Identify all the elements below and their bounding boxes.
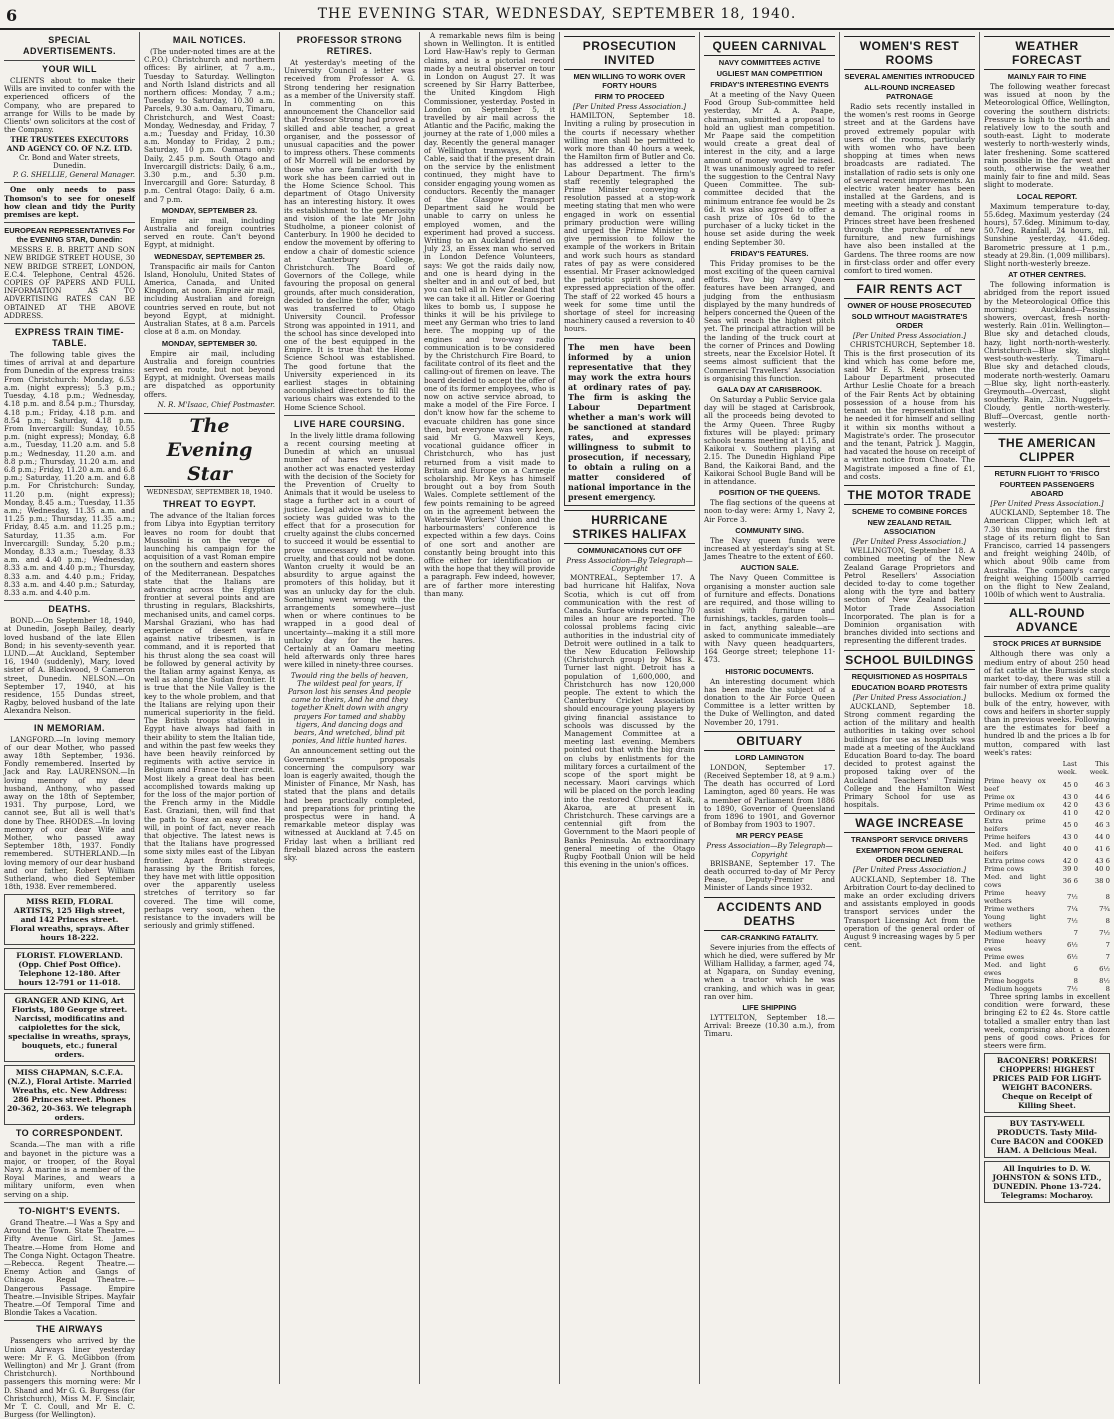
price-value-cell: 7¼	[1066, 905, 1078, 913]
press-credit: [Per United Press Association.]	[852, 331, 967, 341]
queen-body: At a meeting of the Navy Queen Food Group Sub-committee held yesterday, Mr A. A. Paape, chairman, submitted a proposal to hold an ugliest man competition. Mr Paape said the competition would create a great deal of interest in the city, and a large amount of money would be raised. It was unanimously agreed to refer the suggestion to the Central Navy Queen Committee. The sub-committee decided that the minimum entrance fee would be 2s 6d. It was also agreed to offer a cash prize of 10s 6d to the purchaser of a lucky ticket in the house set aside during the week ending September 30.	[704, 90, 835, 247]
strong-heading: PROFESSOR STRONG RETIRES.	[296, 35, 403, 56]
tonight-heading: TO-NIGHT'S EVENTS.	[18, 1205, 121, 1216]
airways-heading: THE AIRWAYS	[36, 1324, 103, 1335]
obituary-headline: OBITUARY	[704, 731, 835, 751]
historic-body: An interesting document which has been made the subject of a donation to the Air Force Queen Committee is a letter written by the Duke of Wellington, and dated November 20, 1791.	[704, 676, 835, 727]
hurricane-body: MONTREAL, September 17. A bad hurricane hit Halifax, Nova Scotia, which is cut off from communication with the rest of Canada. Surface winds reaching 70 miles an hour are reported. The colossal problems facing civic authorities in the industrial city of Detroit were outlined in a talk to the New Education Fellowship (Christchurch group) by Miss K. Turner last night. Detroit has a population of 1,600,000, and Christchurch has now 120,000 people. The extent to which the Canterbury Cricket Association should encourage young players by giving financial assistance to schools was discussed by the Management Committee at a meeting last evening. Members pointed out that with the big drain on clubs by enlistments for the military forces a curtailment of the scope of the sport might be necessary. Maori carvings which will be placed on the porch leading into the restored Church at Kaik, Akaroa, are at present in Christchurch. These carvings are a centennial gift from the Government to the Maori people of Banks Peninsula. An extraordinary general meeting of the Otago Rugby Football Union will be held this evening in the union's offices.	[564, 573, 695, 870]
price-label-cell: Prime heavy wethers	[984, 889, 1046, 905]
price-value-cell: 7	[1105, 953, 1110, 961]
prosecution-subhead: MEN WILLING TO WORK OVER FORTY HOURS	[573, 72, 686, 90]
divider	[4, 323, 135, 324]
union-note-text: The men have been informed by a union representative that they may work the extra hours at ordinary rates of pay. The firm is asking the Labour Department whether a man's work will be sanctioned at standard rates, and expresses willingness to submit to prosecution, if necessary, to obtain a ruling on a matter considered of national importance in the present emergency.	[568, 341, 691, 502]
position-heading: POSITION OF THE QUEENS.	[718, 488, 821, 498]
deaths-body: BOND.—On September 18, 1940, at Dunedin, Joseph Bailey, dearly loved husband of the late Ellen Bond; in his seventy-seventh year. LUND.—At Auckland, September 16, 1940 (suddenly), Mary, loved sister of A. Blackwood, 9 Cameron street, Dunedin. NELSON.—On September 17, 1940, at his residence, 155 Dundas street, Ragby, beloved husband of the late Alexandra Nelson.	[4, 616, 135, 716]
divider	[4, 1202, 135, 1203]
mon23-body: Empire air mail, including Australia and foreign countries served en route. Can't beyond Egypt, at midnight.	[144, 215, 275, 250]
rest-subhead-2: ALL-ROUND INCREASED PATRONAGE	[864, 83, 955, 101]
divider	[284, 415, 415, 416]
motor-trade-headline: THE MOTOR TRADE	[844, 485, 975, 505]
table-row	[984, 929, 1110, 937]
florist-ad-flowerland: FLORIST. FLOWERLAND. (Opp. Chief Post Office). Telephone 12-180. After hours 12-791 or 11-018.	[4, 948, 135, 990]
price-value-cell: 43 6	[1094, 801, 1110, 809]
fair-body: CHRISTCHURCH, September 18. This is the first prosecution of its kind which has come before me, said Mr E. S. Reid, when the Labour Department prosecuted Arthur Leslie Choate for a breach of the Fair Rents Act by obtaining possession of a house from his tenant on the representation that he needed it for himself and selling it within six months without a Magistrate's order. The prosecutor and the tenant, Patrick J. Maggin, had vacated the house on receipt of a written notice from Choate. The Magistrate imposed a fine of £1, and costs.	[844, 340, 975, 481]
motor-subhead-2: NEW ZEALAND RETAIL ASSOCIATION	[867, 517, 952, 536]
shipping-body: LYTTELTON, September 18.—Arrival: Breeze (10.30 a.m.), from Timaru.	[704, 1013, 835, 1039]
motor-subhead: SCHEME TO COMBINE FORCES	[851, 506, 968, 516]
live-hare-body: In the lively little drama following a recent coursing meeting at Dunedin at which an unusual number of hares were killed another act was enacted yesterday with the decision of the Society for the Prevention of Cruelty to Animals that it would be useless to stage a further act in a court of justice. Legal advice to which the society was guided was to the effect that for a prosecution for cruelty against the clubs concerned to succeed it would be essential to prove unnecessary and wanton cruelty, and that could not be done. Wanton cruelty it would be an absurdity to argue against the promoters of this holiday, but it was an unlucky day for the club. Something went wrong with the arrangements somewhere—just when or where continues to be wrapped in a good deal of uncertainty—making it a still more unlucky day for the hares. Certainly at an Oamaru meeting held afterwards only three hares were killed in ninety-three courses.	[284, 430, 415, 670]
lamington-body: LONDON, September 17. (Received September 18, at 9 a.m.) The death has occurred of Lord Lamington, aged 80 years. He was a member of Parliament from 1886 to 1890, Governor of Queensland from 1896 to 1901, and Governor of Bombay from 1903 to 1907.	[704, 762, 835, 830]
price-value-cell: 7½	[1066, 893, 1078, 901]
price-label-cell: Prime medium ox	[984, 801, 1045, 809]
community-heading: COMMUNITY SING.	[735, 525, 804, 535]
gala-heading: GALA DAY AT CARISBROOK.	[717, 384, 822, 394]
price-value-cell: 43 0	[1062, 833, 1078, 841]
hurricane-headline: HURRICANE STRIKES HALIFAX	[564, 510, 695, 544]
queen-carnival-headline: QUEEN CARNIVAL	[704, 36, 835, 56]
table-row	[984, 865, 1110, 873]
price-value-cell: 41 6	[1094, 845, 1110, 853]
table-header-row	[984, 759, 1110, 777]
advance-headline: ALL-ROUND ADVANCE	[984, 603, 1110, 637]
fair-subhead: OWNER OF HOUSE PROSECUTED	[847, 301, 972, 311]
table-row	[984, 961, 1110, 977]
price-value-cell: 44 0	[1094, 833, 1110, 841]
johnston-ad: All Inquiries to D. W. JOHNSTON & SONS LTD., DUNEDIN. Phone 13-724. Telegrams: Mocharoy.	[984, 1161, 1110, 1203]
price-value-cell: 45 0	[1062, 781, 1078, 789]
friday-features-heading: FRIDAY'S FEATURES.	[730, 248, 809, 258]
tasty-ad: BUY TASTY-WELL PRODUCTS. Tasty Mild-Cure BACON and COOKED HAM. A Delicious Meal.	[984, 1116, 1110, 1158]
price-value-cell: 7½	[1066, 917, 1078, 925]
other-centres-heading: AT OTHER CENTRES.	[1008, 270, 1086, 280]
pease-subhead: MR PERCY PEASE	[736, 831, 803, 841]
price-label-cell: Prime cows	[984, 865, 1024, 873]
correspondent-body: Scanda.—The man with a rifle and bayonet in the picture was a major, or trooper, of the Royal Navy. A marine is a member of the Royal Marines, and wears a military uniform, even when serving on a ship.	[4, 1140, 135, 1199]
will-body: CLIENTS about to make their Wills are invited to confer with the experienced officers of the Company, who are prepared to arrange for Wills to be made by Clients' own solicitors at the cost of the Company.	[4, 76, 135, 135]
prosecution-body: HAMILTON, September 18. Inviting a ruling by prosecution in the courts if necessary whether willing men shall be permitted to work more than 40 hours a week, the Hamilton firm of Butler and Co. has addressed a letter to the Labour Department. The firm's staff recently telegraphed the Prime Minister conveying a resolution passed at a stop-work meeting stating that men who were engaged in work on essential primary production were willing and urged the Prime Minister to give permission to follow the example of the workers in Britain and work such hours as standard rates of pay as were considered essential. Mr Fraser acknowledged the patriotic spirit shown, and expressed appreciation of the offer. The staff of 22 worked 45 hours a week for some time until the shortage of steel for increasing machinery caused a reversion to 40 hours.	[564, 111, 695, 334]
mon23-heading: MONDAY, SEPTEMBER 23.	[161, 205, 258, 215]
firm-subhead: FIRM TO PROCEED	[594, 92, 665, 101]
price-label-cell: Prime ox	[984, 793, 1015, 801]
stock-price-rows	[984, 777, 1110, 993]
price-value-cell: 6½	[1066, 953, 1078, 961]
pease-body: BRISBANE, September 17. The death occurred to-day of Mr Percy Pease, Deputy-Premier and Minister of Lands since 1932.	[704, 858, 835, 893]
price-label-cell: Prime heavy ewes	[984, 937, 1046, 953]
gala-body: On Saturday a Public Service gala day will be staged at Carisbrook, all the proceeds being devoted to the Army Queen. Three Rugby fixtures will be played: primary schools teams meeting at 1.15, and Kaikorai v. Southern playing at 2.15. The Dunedin Highland Pipe Band, the Kaikorai Band, and the Kaikorai School Bugle Band will be in attendance.	[704, 394, 835, 486]
rest-subhead: SEVERAL AMENITIES INTRODUCED	[844, 72, 975, 81]
table-row	[984, 809, 1110, 817]
table-header-cell: This week.	[1089, 760, 1109, 776]
express-heading: EXPRESS TRAIN TIME-TABLE.	[14, 327, 124, 349]
mon30-body: Empire air mail, including Australia and foreign countries served en route, but not beyond Egypt, at midnight. Overseas mails are dispatched as opportunity offers.	[144, 348, 275, 399]
fair-subhead-2: SOLD WITHOUT MAGISTRATE'S ORDER	[851, 312, 968, 331]
florist-ad-chapman: MISS CHAPMAN, S.C.F.A. (N.Z.), Floral Artiste. Married Wreaths, etc. New Address: 286 Princes street. Phones 20-362, 20-363. We telegraph orders.	[4, 1065, 135, 1125]
divider	[4, 600, 135, 601]
thomson-ad: One only needs to pass Thomson's to see for oneself how clean and tidy the Purity premises are kept.	[4, 185, 135, 220]
price-value-cell: 41 0	[1062, 809, 1078, 817]
clipper-headline: THE AMERICAN CLIPPER	[984, 433, 1110, 467]
table-row	[984, 977, 1110, 985]
price-value-cell: 43 6	[1094, 857, 1110, 865]
price-value-cell: 8	[1105, 985, 1110, 993]
table-row	[984, 801, 1110, 809]
table-row	[984, 777, 1110, 793]
comms-subhead: COMMUNICATIONS CUT OFF	[577, 545, 682, 555]
divider	[4, 719, 135, 720]
express-body: The following table gives the times of arrival at and departure from Dunedin of the express trains: From Christchurch: Monday, 6.53 a.m. (night express); 5.3 p.m.; Tuesday, 4.18 p.m.; Wednesday, 4.18 p.m. and 8.54 p.m.; Thursday, 4.18 p.m.; Friday, 4.18 p.m. and 8.54 p.m.; Saturday, 4.18 p.m. From Invercargill: Sunday, 10.55 p.m. (night express); Monday, 6.8 a.m., Tuesday, 11.20 a.m. and 5.8 p.m.; Wednesday, 11.20 a.m. and 8.8 p.m.; Thursday, 11.20 a.m. and 6.8 p.m.; Friday, 11.20 a.m. and 6.8 p.m.; Saturday, 11.20 a.m. and 6.8 p.m. For Christchurch: Sunday, 11.20 p.m. (night express); Monday, 8.45 a.m.; Tuesday, 11.35 a.m.; Wednesday, 11.35 a.m. and 11.25 p.m.; Thursday, 11.35 a.m.; Friday, 8.45 a.m. and 11.25 p.m.; Saturday, 11.35 a.m. For Invercargill: Sunday, 5.20 p.m.; Monday, 8.33 a.m.; Tuesday, 8.33 a.m. and 4.40 p.m.; Wednesday, 8.33 a.m. and 4.40 p.m.; Thursday, 8.33 a.m. and 4.40 p.m.; Friday, 8.33 a.m. and 4.40 p.m.; Saturday, 8.33 a.m. and 4.40 p.m.	[4, 350, 135, 597]
price-value-cell: 6	[1073, 965, 1078, 973]
mail-heading: MAIL NOTICES.	[172, 35, 247, 45]
school-buildings-headline: SCHOOL BUILDINGS	[844, 650, 975, 670]
postmaster-signature: N. R. M'Isaac, Chief Postmaster.	[157, 399, 275, 409]
price-label-cell: Young light wethers	[984, 913, 1046, 929]
advance-subhead: STOCK PRICES AT BURNSIDE	[992, 639, 1102, 649]
price-value-cell: 8	[1105, 893, 1110, 901]
mon30-heading: MONDAY, SEPTEMBER 30.	[161, 338, 258, 348]
mail-body: (The under-noted times are at the C.P.O.) Christchurch and northern offices: By airliner, at 7 a.m., Tuesday to Saturday. Wellington and North Island districts and all northern offices: Monday, 7 a.m.; Tuesday to Saturday, 10.30 a.m. Parcels, 9.30 a.m. Oamaru, Timaru, Christchurch, and West Coast: Monday, Wednesday, and Friday, 7 a.m.; Tuesday and Friday, 10.30 a.m. Monday to Friday, 2 p.m.; Saturday, 10 p.m. Oamaru only: Daily, 2.45 p.m. South Otago and Invercargill districts: Daily, 6 a.m., 3.30 p.m., and 5.30 p.m. Invercargill and Gore: Saturday, 8 p.m. Central Otago: Daily, 6 a.m. and 7 p.m.	[144, 47, 275, 204]
price-value-cell: 38 0	[1094, 877, 1110, 885]
poem-stanza: Twould ring the bells of heaven, The wildest peal for years, If Parson lost his senses And people came to theirs, And he and they together Knelt down with angry prayers For tamed and shabby tigers, And dancing dogs and bears, And wretched, blind pit ponies, And little hunted hares.	[287, 670, 412, 746]
florist-ad-granger: GRANGER AND KING, Art Florists, 180 George street. Narcissi, modificatins and caipiolettes for the sick, specialise in wreaths, sprays, bouquets, etc.; funeral orders.	[4, 993, 135, 1062]
table-header-cell	[984, 759, 1046, 777]
price-label-cell: Prime hoggets	[984, 977, 1035, 985]
table-row	[984, 953, 1110, 961]
price-label-cell: Med. and light cows	[984, 873, 1046, 889]
price-value-cell: 39 0	[1062, 865, 1078, 873]
threat-body: The advance of the Italian forces from Libya into Egyptian territory leaves no room for doubt that Mussolini is on the verge of launching his campaign for the acquisition of a vast Roman empire on the southern and eastern shores of the Mediterranean. Despatches state that the Italians are advancing across the Egyptian frontier at several points and are thrusting in regulars, Blackshirts, mechanised units, and camel corps. Marshal Graziani, who has had experience of desert warfare against native tribesmen, is in command, and it is reported that his thrust along the sea coast will be followed by general activity by the Italian army against Kenya, as well as along the Sudan frontier. It is true that the Nile Valley is the key to the whole problem, and that the Italians are relying upon their numerical superiority in the field. The British troops stationed in Egypt have always had faith in their ability to stem the Italian tide, and within the past few weeks they have been heavily reinforced by regiments with active service in Belgium and France to their credit. Most likely a great deal has been accomplished towards making up for the loss of the major portion of the French army in the Middle East. Graziani, then, will find that the path to Suez an easy one. He will, in point of fact, never reach that objective. The latest news is that the Italians have progressed some sixty miles east of the Libyan frontier. Apart from strategic harassing by the British forces, they have met with little opposition over the apparently useless stretches of territory so far covered. The time will come, perhaps very soon, when the resistance to the invaders will be seriously and grimly stiffened.	[144, 511, 275, 931]
auction-body: The Navy Queen Committee is organising a monster auction sale of furniture and effects. Donations are required, and those willing to assist with furniture and furnishings, tackles, garden tools—in fact, anything saleable—are asked to communicate immediately with Navy queen headquarters, 164 George street; telephone 11-473.	[704, 573, 835, 665]
ugliest-subhead: UGLIEST MAN COMPETITION	[716, 69, 823, 78]
friday-body: This Friday promises to be the most exciting of the queen carnival efforts. Two big Navy Queen features have been arranged, and judging from the enthusiasm displayed by the many hundreds of helpers concerned the Queen of the Seas will reach the highest pitch yet. The principal attraction will be the landing of the truck court at the corner of Princes and Dowling streets, near the Excelsior Hotel. It seems almost sufficient that the Commercial Travellers' Association is organising this function.	[704, 258, 835, 383]
your-will-heading: YOUR WILL	[42, 64, 97, 74]
local-report-body: Maximum temperature to-day, 55.6deg. Maximum yesterday (24 hours), 57.6deg. Minimum to-day, 50.7deg. Rainfall, 24 hours, nil. Sunshine yesterday, 41.6deg. Barometric pressure at 1 p.m., steady at 29.8in. (1,009 millibars). Slight north-westerly breeze.	[984, 201, 1110, 269]
fair-rents-headline: FAIR RENTS ACT	[844, 279, 975, 299]
table-row	[984, 793, 1110, 801]
price-label-cell: Extra prime heifers	[984, 817, 1046, 833]
press-credit: [Per United Press Association.]	[852, 536, 967, 546]
column-2	[140, 32, 280, 1384]
divider	[4, 60, 135, 61]
price-value-cell: 40 0	[1062, 845, 1078, 853]
issue-date: WEDNESDAY, SEPTEMBER 18, 1940.	[146, 487, 273, 496]
price-label-cell: Ordinary ox	[984, 809, 1025, 817]
page-number: 6	[6, 6, 18, 25]
other-centres-body: The following information is abridged from the report issued by the Meteorological Office this morning: Auckland—Passing showers, overcast, fresh north-westerly. Rain .01in. Wellington—Blue sky and detached clouds, hazy, light north-north-westerly. Christchurch—Blue sky, slight west-south-westerly. Timaru—Blue sky and detached clouds, moderate north-westerly. Oamaru—Blue sky, light north-easterly. Greymouth—Overcast, slight southerly. Rain, .23in. Nuggets—Cloudy, gentle north-westerly. Bluff—Overcast, gentle north-westerly.	[984, 280, 1110, 429]
price-label-cell: Med. and light heifers	[984, 841, 1046, 857]
price-value-cell: 45 0	[1062, 821, 1078, 829]
price-label-cell: Prime ewes	[984, 953, 1024, 961]
live-hare-heading: LIVE HARE COURSING.	[293, 418, 405, 429]
column-8	[980, 32, 1114, 1384]
historic-heading: HISTORIC DOCUMENTS.	[725, 666, 814, 676]
divider	[4, 182, 135, 183]
wed25-heading: WEDNESDAY, SEPTEMBER 25.	[154, 251, 265, 261]
price-label-cell: Medium wethers	[984, 929, 1043, 937]
crank-body: Severe injuries from the effects of which he died, were suffered by Mr William Halliday, a farmer, aged 74, at Ngapara, on Sunday evening, when a tractor which he was cranking, and which was in gear, ran over him.	[704, 942, 835, 1001]
florist-ad-reid: MISS REID, FLORAL ARTISTS, 125 High street, and 142 Princes street. Floral wreaths, sprays. After hours 18-222.	[4, 894, 135, 945]
price-value-cell: 8½	[1099, 977, 1110, 985]
masthead	[0, 0, 1114, 30]
column-4	[420, 32, 560, 1384]
weather-subhead: MAINLY FAIR TO FINE	[1007, 72, 1087, 81]
airways-body: Passengers who arrived by the Union Airways liner yesterday were: Mr F. G. McGibbon (from Wellington) and Mr J. Grant (from Christchurch). Northbound passengers this morning were: Mr D. Shand and Mr G. G. Burgess (for Christchurch), Miss M. F. Sinclair, Mr T. C. Coull, and Mr E. C. Burgess (for Wellington).	[4, 1336, 135, 1419]
school-body: AUCKLAND, September 18. Strong comment regarding the action of the military and health authorities in taking over school buildings for use as hospitals was made at a meeting of the Auckland Education Board to-day. The board decided to protest against the proposed taking over of the Auckland Teachers' Training College and the Hamilton West Primary School for use as hospitals.	[844, 701, 975, 810]
wage-subhead-2: EXEMPTION FROM GENERAL ORDER DECLINED	[855, 846, 964, 865]
table-header-cell: Last week.	[1057, 760, 1077, 776]
page-title: THE EVENING STAR, WEDNESDAY, SEPTEMBER 18, 1940.	[317, 6, 797, 22]
price-label-cell: Prime heavy ox beef	[984, 777, 1046, 793]
price-value-cell: 6½	[1066, 941, 1078, 949]
press-credit: [Per United Press Association.]	[990, 498, 1104, 508]
press-credit: [Per United Press Association.]	[852, 865, 967, 875]
column-1	[0, 32, 140, 1419]
price-label-cell: Prime wethers	[984, 905, 1035, 913]
crank-subhead: CAR-CRANKING FATALITY.	[720, 932, 819, 942]
accidents-headline: ACCIDENTS AND DEATHS	[704, 897, 835, 931]
wage-body: AUCKLAND, September 18. The Arbitration Court to-day declined to make an order excluding drivers and assistants employed in goods transport services under the Transport Licensing Act from the operation of the general order of August 9 increasing wages by 5 per cent.	[844, 874, 975, 950]
memoriam-body: LANGFORD.—In loving memory of our dear Mother, who passed away 18th September, 1936. Fondly remembered. Inserted by Jack and Ray. LAURENSON.—In loving memory of my dear husband, Anthony, who passed away on the 18th of September, 1931. Thy purpose, Lord, we cannot see, But all is well that's done by Thee. RHODES.—In loving memory of our dear Wife and Mother, who passed away September 18th, 1937. Fondly remembered. SUTHERLAND.—In loving memory of our dear husband and our father, Robert William Sutherland, who died September 18th, 1938. Ever remembered.	[4, 734, 135, 892]
auction-heading: AUCTION SALE.	[740, 563, 799, 573]
column-5	[560, 32, 700, 1384]
price-value-cell: 7	[1073, 929, 1078, 937]
price-value-cell: 46 3	[1094, 781, 1110, 789]
weather-headline: WEATHER FORECAST	[984, 36, 1110, 70]
price-value-cell: 44 6	[1094, 793, 1110, 801]
queen-subhead: NAVY COMMITTEES ACTIVE	[718, 58, 821, 67]
column-3	[280, 32, 420, 1384]
table-row	[984, 937, 1110, 953]
price-value-cell: 7½	[1066, 985, 1078, 993]
price-value-cell: 46 3	[1094, 821, 1110, 829]
trustees-address: Cr. Bond and Water streets, Dunedin.	[19, 152, 120, 171]
trustees-name: THE TRUSTEES EXECUTORS AND AGENCY CO. OF N.Z. LTD.	[6, 135, 133, 153]
press-credit: Press Association—By Telegraph—Copyright	[566, 555, 693, 573]
special-ads-heading: SPECIAL ADVERTISEMENTS.	[22, 35, 116, 56]
union-note-box	[564, 338, 695, 506]
price-value-cell: 43 0	[1062, 793, 1078, 801]
stock-price-table	[984, 759, 1110, 993]
newspaper-logo: The Evening Star	[144, 413, 275, 487]
table-row	[984, 889, 1110, 905]
price-label-cell: Medium hoggets	[984, 985, 1042, 993]
price-value-cell: 8	[1105, 917, 1110, 925]
table-row	[984, 841, 1110, 857]
column-6	[700, 32, 840, 1384]
wed25-body: Transpacific air mails for Canton Island, Honolulu, United States of America, Canada, and United Kingdom, at noon. Empire air mail, including Australian and foreign countries served en route, but not beyond Egypt, at midnight. Australian States, at 8 a.m. Parcels close at 8 a.m. on Monday.	[144, 261, 275, 337]
price-value-cell: 7¾	[1099, 905, 1110, 913]
price-label-cell: Med. and light ewes	[984, 961, 1046, 977]
rest-body: Radio sets recently installed in the women's rest rooms in George street and at the Gardens have proved extremely popular with users of the rooms, particularly with women who have been shopping at times when news broadcasts are radiated. The installation of radio sets is only one of several recent improvements. An electric water heater has been installed at the Gardens, and is meeting with a steady and constant demand. The original rooms in Princes street have been freshened through the purchase of new furniture, and new furnishings have also been installed at the Gardens. The three rooms are now in first-class order and offer every comfort to tired women.	[844, 102, 975, 276]
press-credit: [Per United Press Association.]	[572, 102, 687, 111]
threat-heading: THREAT TO EGYPT.	[162, 499, 257, 510]
divider	[4, 222, 135, 223]
stock-body: Three spring lambs in excellent condition were forward, these bringing £2 to £2 4s. Store cattle totalled a smaller entry than last week, comprising about a dozen pens of good cows. Prices for steers were firm.	[984, 992, 1110, 1051]
tonight-body: Grand Theatre.—I Was a Spy and Around the Town. State Theatre.—Fifty Avenue Girl. St. James Theatre.—Home from Home and The Conga Night. Octagon Theatre.—Rebecca. Regent Theatre.—Enemy Action and Gangs of Chicago. Regal Theatre.—Dangerous Passage. Empire Theatre.—Invisible Stripes. Mayfair Theatre.—Of Temporal Time and Blondie Takes a Vacation.	[4, 1217, 135, 1318]
euro-reps-heading: EUROPEAN REPRESENTATIVES For the EVENING STAR, Dunedin:	[4, 226, 135, 245]
euro-reps-body: MESSRS E. B. BRETT AND SON NEW BRIDGE STREET HOUSE, 30 NEW BRIDGE STREET, LONDON, E.C.4. Telephone, Central 4526. COPIES OF PAPERS AND FULL INFORMATION AS TO ADVERTISING RATES CAN BE OBTAINED AT THE ABOVE ADDRESS.	[4, 245, 135, 320]
advance-body: Although there was only a medium entry of about 250 head of fat cattle at the Burnside stock market to-day, there was still a fair number of extra prime quality bullocks. Medium ox formed the bulk of the entry, however, with cows and heifers in shorter supply than in previous weeks. Following are the estimates for beef a hundred lb and the prices a lb for mutton, compared with last week's rates:	[984, 649, 1110, 757]
clipper-subhead: RETURN FLIGHT TO 'FRISCO	[994, 468, 1100, 478]
price-value-cell: 6½	[1099, 965, 1110, 973]
friday-subhead: FRIDAY'S INTERESTING EVENTS	[710, 80, 829, 89]
clipper-body: AUCKLAND, September 18. The American Clipper, which left at 7.30 this morning on the first stage of its return flight to San Francisco, carried 14 passengers and freight weighing 240lb, of which about 90lb came from Australia. The company's cargo freight weighing 1500lb carried on the flight to New Zealand, 100lb of which went to Australia.	[984, 508, 1110, 600]
baconers-ad: BACONERS! PORKERS! CHOPPERS! HIGHEST PRICES PAID FOR LIGHT-WEIGHT BACONERS. Cheque on Receipt of Killing Sheet.	[984, 1053, 1110, 1113]
motor-body: WELLINGTON, September 18. A combined meeting of the New Zealand Garage Proprietors and Petrol Resellers' Association decided to-day to come together along with the tyre and battery section of New Zealand Retail Motor Trade Association Incorporated. The plan is for a Dominion organisation with branches divided into sections and representing the different trades.	[844, 546, 975, 646]
strong-body: At yesterday's meeting of the University Council a letter was received from Professor A. G. Strong tendering her resignation as a member of the University staff. In commenting on this announcement the Chancellor said that Professor Strong had proved a skilled and able teacher, a great organiser, and the possessor of unusual capacities and the power to impress others. These comments of Mr Morrell will be endorsed by those who are familiar with the work she has been carried out in the Home Science School. This department of Otago University has an interesting history. It owes its establishment to the generosity and vision of the late Mr John Studholme, a pioneer colonist of Canterbury. In 1900 he decided to endow the movement by offering to endow a chair of domestic science at Canterbury College, Christchurch. The Board of Governors of the College, while favouring the proposal on general grounds, after much consideration, decided to decline the offer, which was transferred to Otago University Council. Professor Strong was appointed in 1911, and the school has since developed into one of the best equipped in the Empire. It is true that the Home Science School was established. The good fortune that the University experienced in its earliest stages in obtaining accomplished directors to fill the various chairs was extended to the Home Science School.	[284, 58, 415, 412]
price-value-cell: 36 6	[1062, 877, 1078, 885]
community-body: The Navy queen funds were increased at yesterday's sing at St. James Theatre to the extent of £60.	[704, 535, 835, 562]
column-4-body: A remarkable news film is being shown in Wellington. It is entitled Lord Haw-Haw's reply to German claims, and is a pictorial record made by a neutral observer on tour in London on August 27. It was screened by Sir Harry Batterbee, the United Kingdom High Commissioner, yesterday. Posted in London on September 5, it travelled by air mail across the Atlantic and the Pacific, making the journey at the rate of 1,000 miles a day. Recently the general manager of Wellington tramways, Mr M. Cable, said that if the present drain on the service by the enlistment continued, they might have to consider engaging young women as conductors. Recently the manager of the Glasgow Transport Department said he would be unable to carry on unless he employed women, and the experiment had proved a success. Writing to an Auckland friend on July 23, an Essex man who served in London Defence Volunteers, says: We got the raids daily now, and one is heard dying in the shelter and in and out of bed, but you can tell all in New Zealand that we can take it all. Hitler or Goering likes to bomb us, I suppose he thinks it will be his privilege to meet any German who tries to land here. The mopping up of the engines and two-way radio communication is to be considered by the Christchurch Fire Board, to facilitate control of its fleet and the calling-out of firemen on leave. The board decided to accept the offer of one of its former employees, who is now on active service abroad, to make a model of the Fire Force. I don't know how far the scheme to evacuate children has gone since then, but everyone was very keen, said Mr G. Maxwell Keys, vocational guidance officer in Christchurch, who has just returned from a visit made to Britain and Europe on a Carnegie scholarship. Mr Keys has himself brought out a boy from South Wales. Complete settlement of the few points remaining to be agreed on in the agreement between the Waterside Workers' Union and the harbourmasters' conference is expected within a few days. Coins of one sort and another are constantly being brought into this office either for identification or with the hope that they will provide a paragraph. Few indeed, however, are of farther more interesting than many.	[424, 31, 555, 598]
column-7	[840, 32, 980, 1384]
table-row	[984, 873, 1110, 889]
local-report-heading: LOCAL REPORT.	[1016, 191, 1078, 201]
table-row	[984, 913, 1110, 929]
wage-increase-headline: WAGE INCREASE	[844, 813, 975, 833]
school-subhead-2: EDUCATION BOARD PROTESTS	[851, 682, 968, 692]
divider	[4, 1320, 135, 1321]
rest-rooms-headline: WOMEN'S REST ROOMS	[844, 36, 975, 70]
table-row	[984, 857, 1110, 865]
price-value-cell: 7½	[1099, 929, 1110, 937]
deaths-heading: DEATHS.	[48, 604, 91, 615]
school-subhead: REQUISITIONED AS HOSPITALS	[851, 671, 968, 681]
clipper-subhead-2: FOURTEEN PASSENGERS ABOARD	[999, 479, 1095, 498]
table-row	[984, 833, 1110, 841]
lamington-subhead: LORD LAMINGTON	[735, 752, 804, 762]
press-credit: [Per United Press Association.]	[852, 692, 967, 702]
table-row	[984, 817, 1110, 833]
poem-follow-body: An announcement setting out the Government's proposals concerning the compulsory war loan is eagerly awaited, though the Minister of Finance, Mr Nash, has stated that the plans and details had been practically completed, and preparations for printing the prospectus were in hand. A remarkable meteor display was witnessed at Auckland at 7.45 on Friday last when a brilliant red fireball blazed across the eastern sky.	[284, 746, 415, 863]
price-label-cell: Prime heifers	[984, 833, 1031, 841]
price-value-cell: 8	[1073, 977, 1078, 985]
shipping-subhead: LIFE SHIPPING	[742, 1003, 797, 1013]
price-value-cell: 42 0	[1062, 801, 1078, 809]
memoriam-heading: IN MEMORIAM.	[34, 722, 105, 733]
position-body: The flag sections of the queens at noon to-day were: Army 1, Navy 2, Air Force 3.	[704, 498, 835, 524]
trustees-signature: P. G. SHELLIE, General Manager.	[12, 170, 135, 180]
weather-body: The following weather forecast was issued at noon by the Meteorological Office, Wellington, covering the southern districts: Pressure is high to the north and relatively low to the south and south-east. Light to moderate westerly to north-westerly winds, later freshening. Some scattered rain possible in the far west and south, otherwise the weather mainly fair to fine and mild. Seas slight to moderate.	[984, 82, 1110, 190]
wage-subhead: TRANSPORT SERVICE DRIVERS	[851, 835, 968, 845]
prosecution-headline: PROSECUTION INVITED	[564, 36, 695, 70]
price-label-cell: Extra prime cows	[984, 857, 1045, 865]
press-credit: Press Association—By Telegraph—Copyright	[706, 841, 833, 859]
price-value-cell: 7	[1105, 941, 1110, 949]
table-row	[984, 905, 1110, 913]
correspondent-heading: TO CORRESPONDENT.	[15, 1128, 124, 1139]
price-value-cell: 40 0	[1094, 865, 1110, 873]
price-value-cell: 42 0	[1062, 857, 1078, 865]
price-value-cell: 42 0	[1094, 809, 1110, 817]
